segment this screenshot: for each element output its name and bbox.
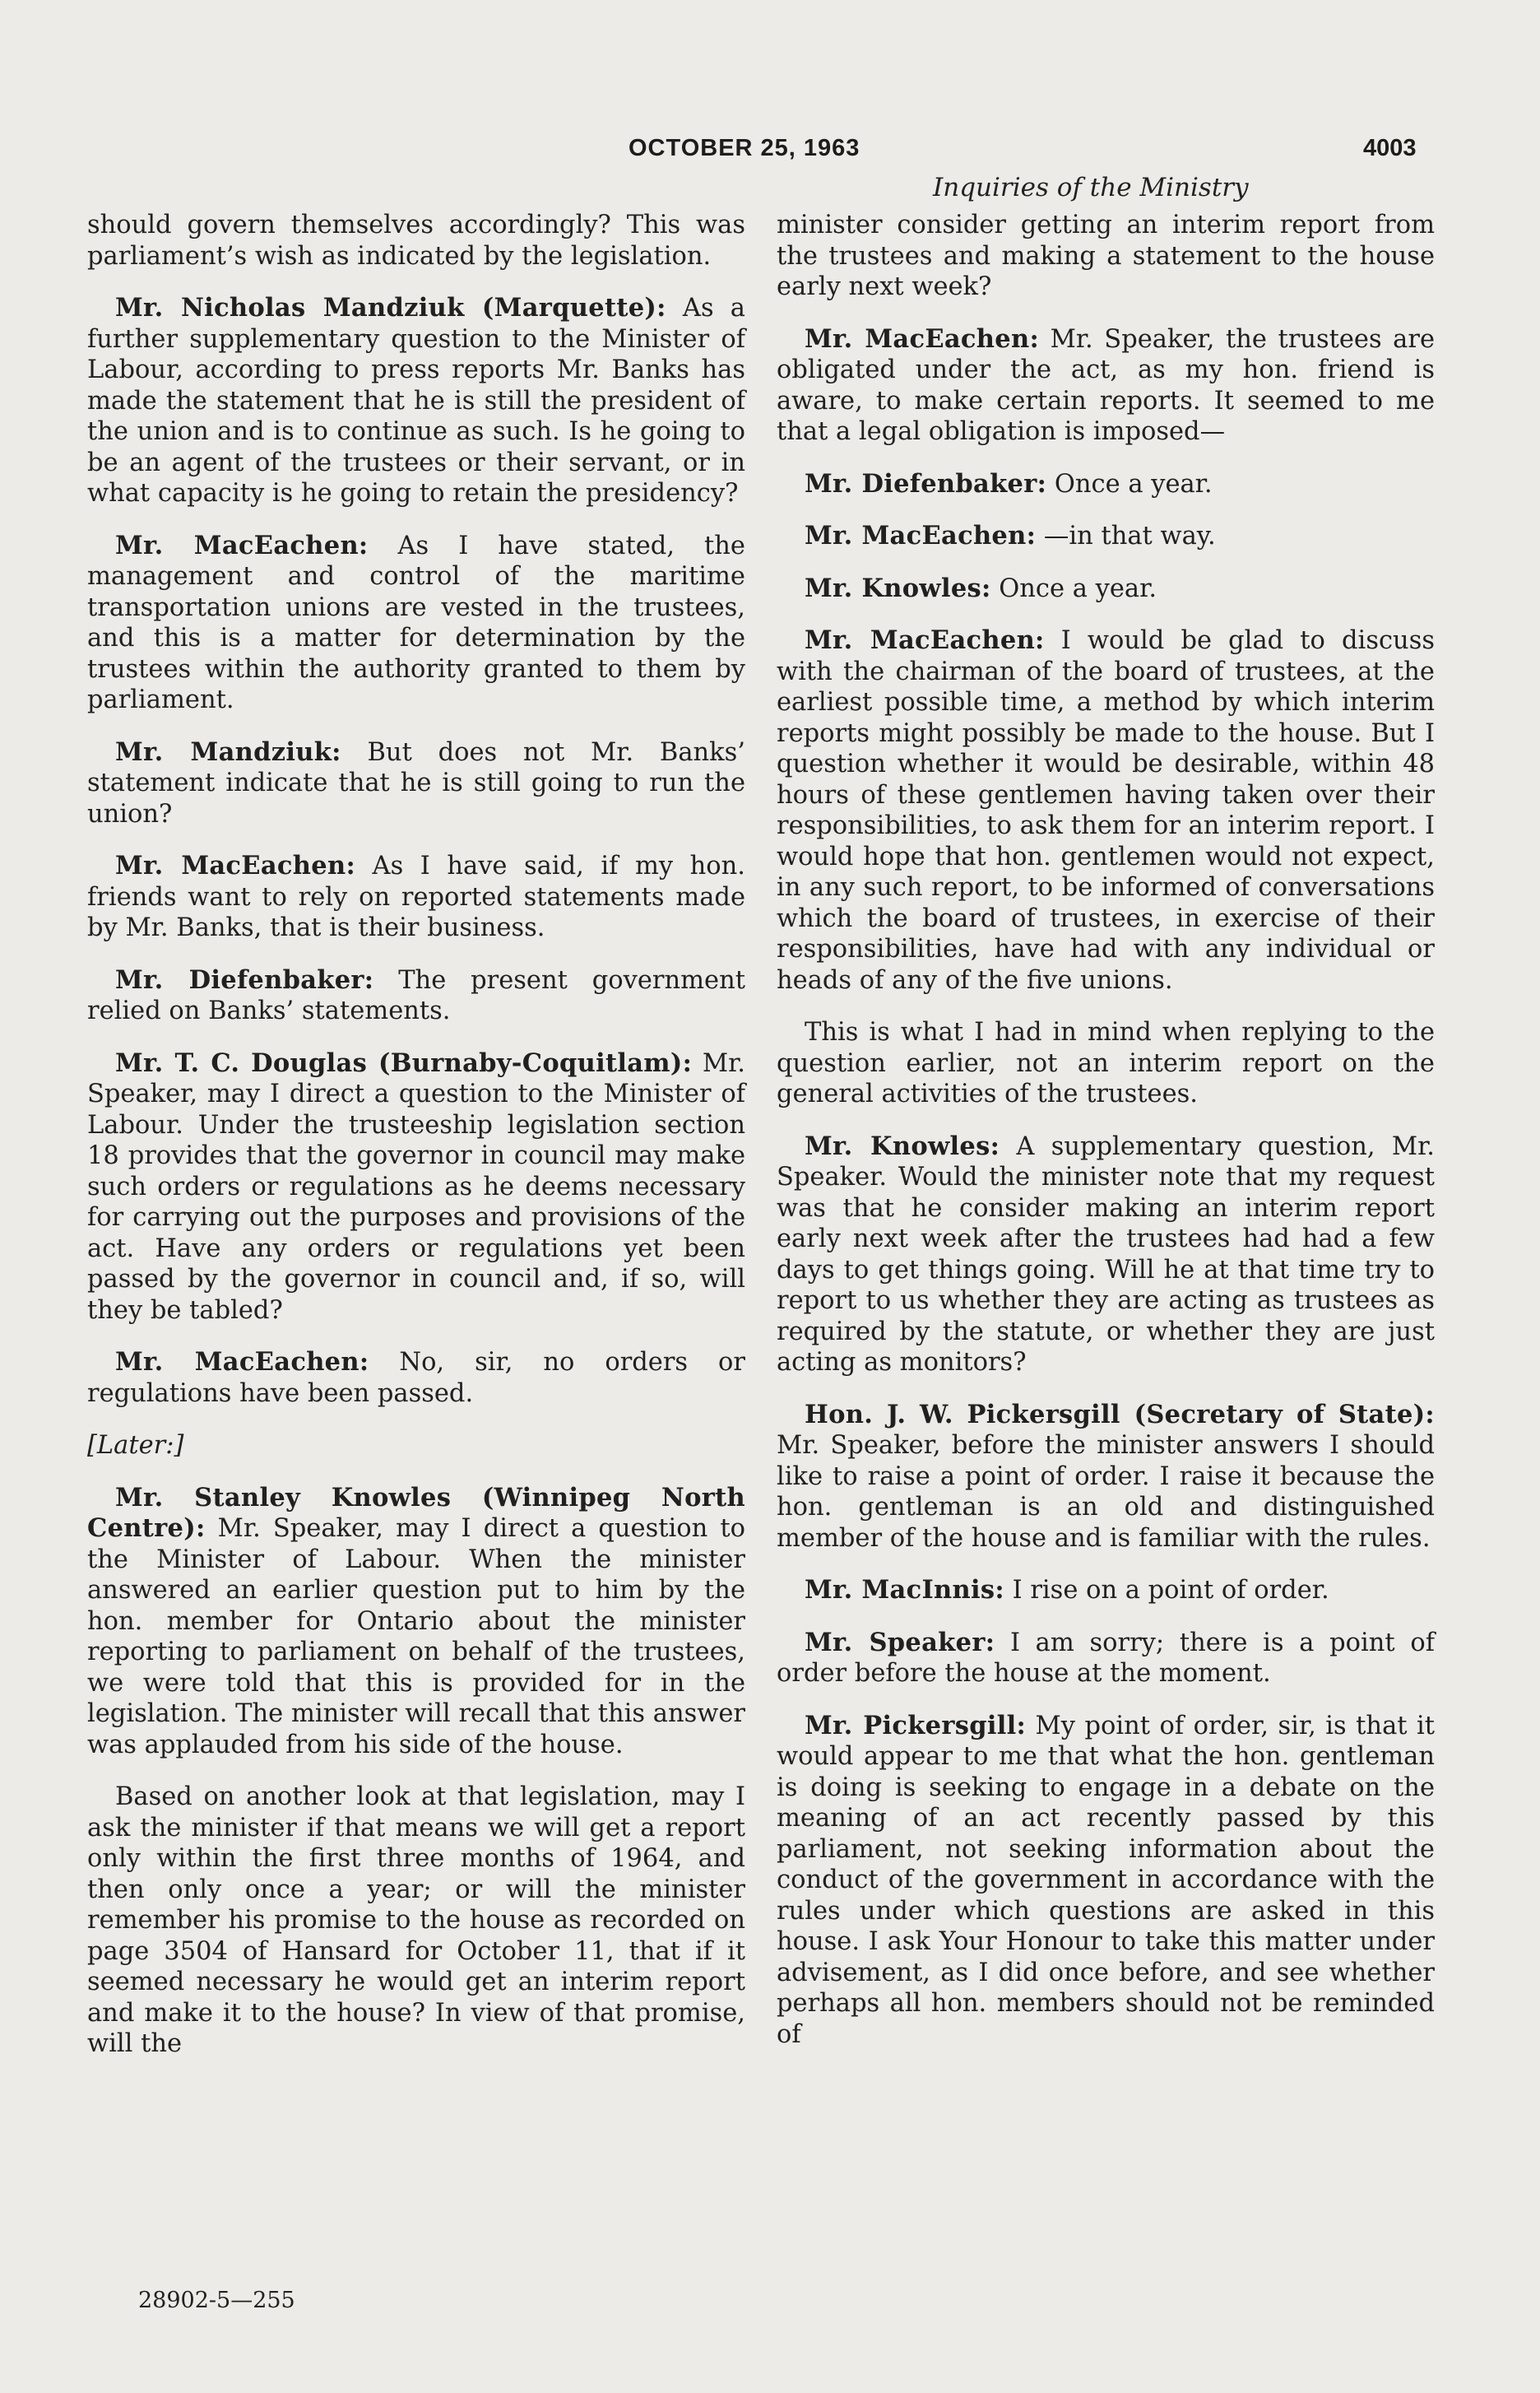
speaker-name: Mr. MacInnis: [805,1575,1004,1605]
paragraph [777,1400,1435,1554]
paragraph [777,469,1435,500]
paragraph-text: My point of order, sir, is that it would appear to me that what the hon. gentleman is doing is seeking to engage in a debate on the meaning of an act recently passed by this parliament, not seeking information about the conduct of the government in accordance with the rules under which questions are asked in this house. I ask Your Honour to take this matter under advisement, as I did once before, and see whether perhaps all hon. members should not be reminded of [777,1711,1435,2049]
paragraph [777,574,1435,605]
paragraph [87,737,745,830]
paragraph [777,1575,1435,1606]
paragraph-text: As a further supplementary question to the Minister of Labour, according to press reports Mr. Banks has made the statement that he is still the president of the union and is to continue as such. Is he going to be an agent of the trustees or their servant, or in what capacity is he going to retain the presidency? [87,294,745,508]
paragraph-text: No, sir, no orders or regulations have been passed. [87,1348,745,1408]
paragraph [87,210,745,272]
footer-code: 28902-5—255 [138,2288,295,2313]
paragraph [87,1430,745,1461]
speaker-name: Mr. Pickersgill: [805,1710,1027,1740]
paragraph-text: But does not Mr. Banks’ statement indicate that he is still going to run the union? [87,737,745,829]
paragraph [777,1711,1435,2051]
paragraph-text: [Later:] [87,1431,184,1460]
paragraph [87,851,745,944]
paragraph [777,521,1435,552]
paragraph-text: I am sorry; there is a point of order before the house at the moment. [777,1628,1435,1688]
paragraph [87,965,745,1027]
speaker-name: Mr. Diefenbaker: [115,964,374,995]
paragraph [87,1782,745,2060]
paragraph-text: I would be glad to discuss with the chairman of the board of trustees, at the earliest possible time, a method by which interim reports might possibly be made to the house. But I question whether it would be desirable, within 48 hours of these gentlemen having taken over their responsibilities, to ask them for an interim report. I would hope that hon. gentlemen would not expect, in any such report, to be informed of conversations which the board of trustees, in exercise of their responsibilities, have had with any individual or heads of any of the five unions. [777,626,1435,995]
speaker-name: Mr. Diefenbaker: [805,468,1047,499]
speaker-name: Mr. T. C. Douglas (Burnaby-Coquitlam): [115,1048,693,1078]
right-column [777,210,1435,2071]
paragraph [777,1017,1435,1110]
speaker-name: Mr. MacEachen: [805,323,1040,354]
paragraph-text: minister consider getting an interim report from the trustees and making a statement to the house early next week? [777,211,1435,301]
paragraph [777,324,1435,448]
speaker-name: Mr. MacEachen: [115,530,369,560]
speaker-name: Mr. Nicholas Mandziuk (Marquette): [115,293,666,323]
paragraph [87,293,745,509]
paragraph-text: Mr. Speaker, the trustees are obligated under the act, as my hon. friend is aware, to make certain reports. It seemed to me that a legal obligation is imposed— [777,324,1435,446]
paragraph-text: Mr. Speaker, may I direct a question to the Minister of Labour. Under the trusteeship legislation section 18 provides that the governor in council may make such orders or regulations as he deems necessary for carrying out the purposes and provisions of the act. Have any orders or regulations yet been passed by the governor in council and, if so, will they be tabled? [87,1048,745,1325]
section-heading: Inquiries of the Ministry [933,173,1249,202]
left-column [87,210,745,2081]
paragraph-text: This is what I had in mind when replying to the question earlier, not an interim report on the general activities of the trustees. [777,1018,1435,1108]
paragraph [777,1131,1435,1378]
paragraph [777,1628,1435,1689]
speaker-name: Mr. MacEachen: [115,1347,369,1377]
paragraph-text: —in that way. [1036,522,1216,551]
paragraph [87,1483,745,1761]
paragraph-text: Mr. Speaker, before the minister answers I should like to raise a point of order. I raise it because the hon. gentleman is an old and distinguished member of the house and is familiar with the rules. [777,1431,1435,1553]
paragraph-text: Based on another look at that legislation, may I ask the minister if that means we will get a report only within the first three months of 1964, and then only once a year; or will the minister remember his promise to the house as recorded on page 3504 of Hansard for October 11, that if it seemed necessary he would get an interim report and make it to the house? In view of that promise, will the [87,1782,745,2058]
paragraph [777,625,1435,996]
speaker-name: Mr. Knowles: [805,573,991,603]
paragraph-text: I rise on a point of order. [1004,1576,1329,1605]
paragraph [87,531,745,716]
paragraph [777,210,1435,303]
paragraph-text: As I have stated, the management and control of the maritime transportation unions are vested in the trustees, and this is a matter for determination by the trustees within the authority granted to them by parliament. [87,531,745,714]
speaker-name: Mr. MacEachen: [805,521,1037,551]
paragraph-text: A supplementary question, Mr. Speaker. Would the minister note that my request was that he consider making an interim report early next week after the trustees had had a few days to get things going. Will he at that time try to report to us whether they are acting as trustees as required by the statute, or whether they are just acting as monitors? [777,1131,1435,1377]
speaker-name: Mr. Knowles: [805,1131,1000,1161]
paragraph [87,1347,745,1409]
paragraph-text: As I have said, if my hon. friends want to rely on reported statements made by Mr. Banks, that is their business. [87,852,745,942]
speaker-name: Mr. MacEachen: [115,851,356,881]
paragraph-text: Once a year. [1046,469,1213,499]
paragraph-text: The present government relied on Banks’ statements. [87,965,745,1025]
speaker-name: Mr. Mandziuk: [115,736,341,767]
paragraph-text: Once a year. [990,574,1157,603]
speaker-name: Mr. Stanley Knowles (Winnipeg North Centre): [87,1482,745,1543]
speaker-name: Mr. Speaker: [805,1627,995,1657]
page-number: 4003 [1363,135,1417,161]
speaker-name: Mr. MacEachen: [805,625,1045,655]
paragraph [87,1048,745,1327]
paragraph-text: Mr. Speaker, may I direct a question to the Minister of Labour. When the minister answered an earlier question put to him by the hon. member for Ontario about the minister reporting to parliament on behalf of the trustees, we were told that this is provided for in the legislation. The minister will recall that this answer was applauded from his side of the house. [87,1514,745,1759]
paragraph-text: should govern themselves accordingly? This was parliament’s wish as indicated by the legislation. [87,211,745,271]
speaker-name: Hon. J. W. Pickersgill (Secretary of State): [805,1399,1435,1429]
page-header-date: OCTOBER 25, 1963 [629,135,860,161]
